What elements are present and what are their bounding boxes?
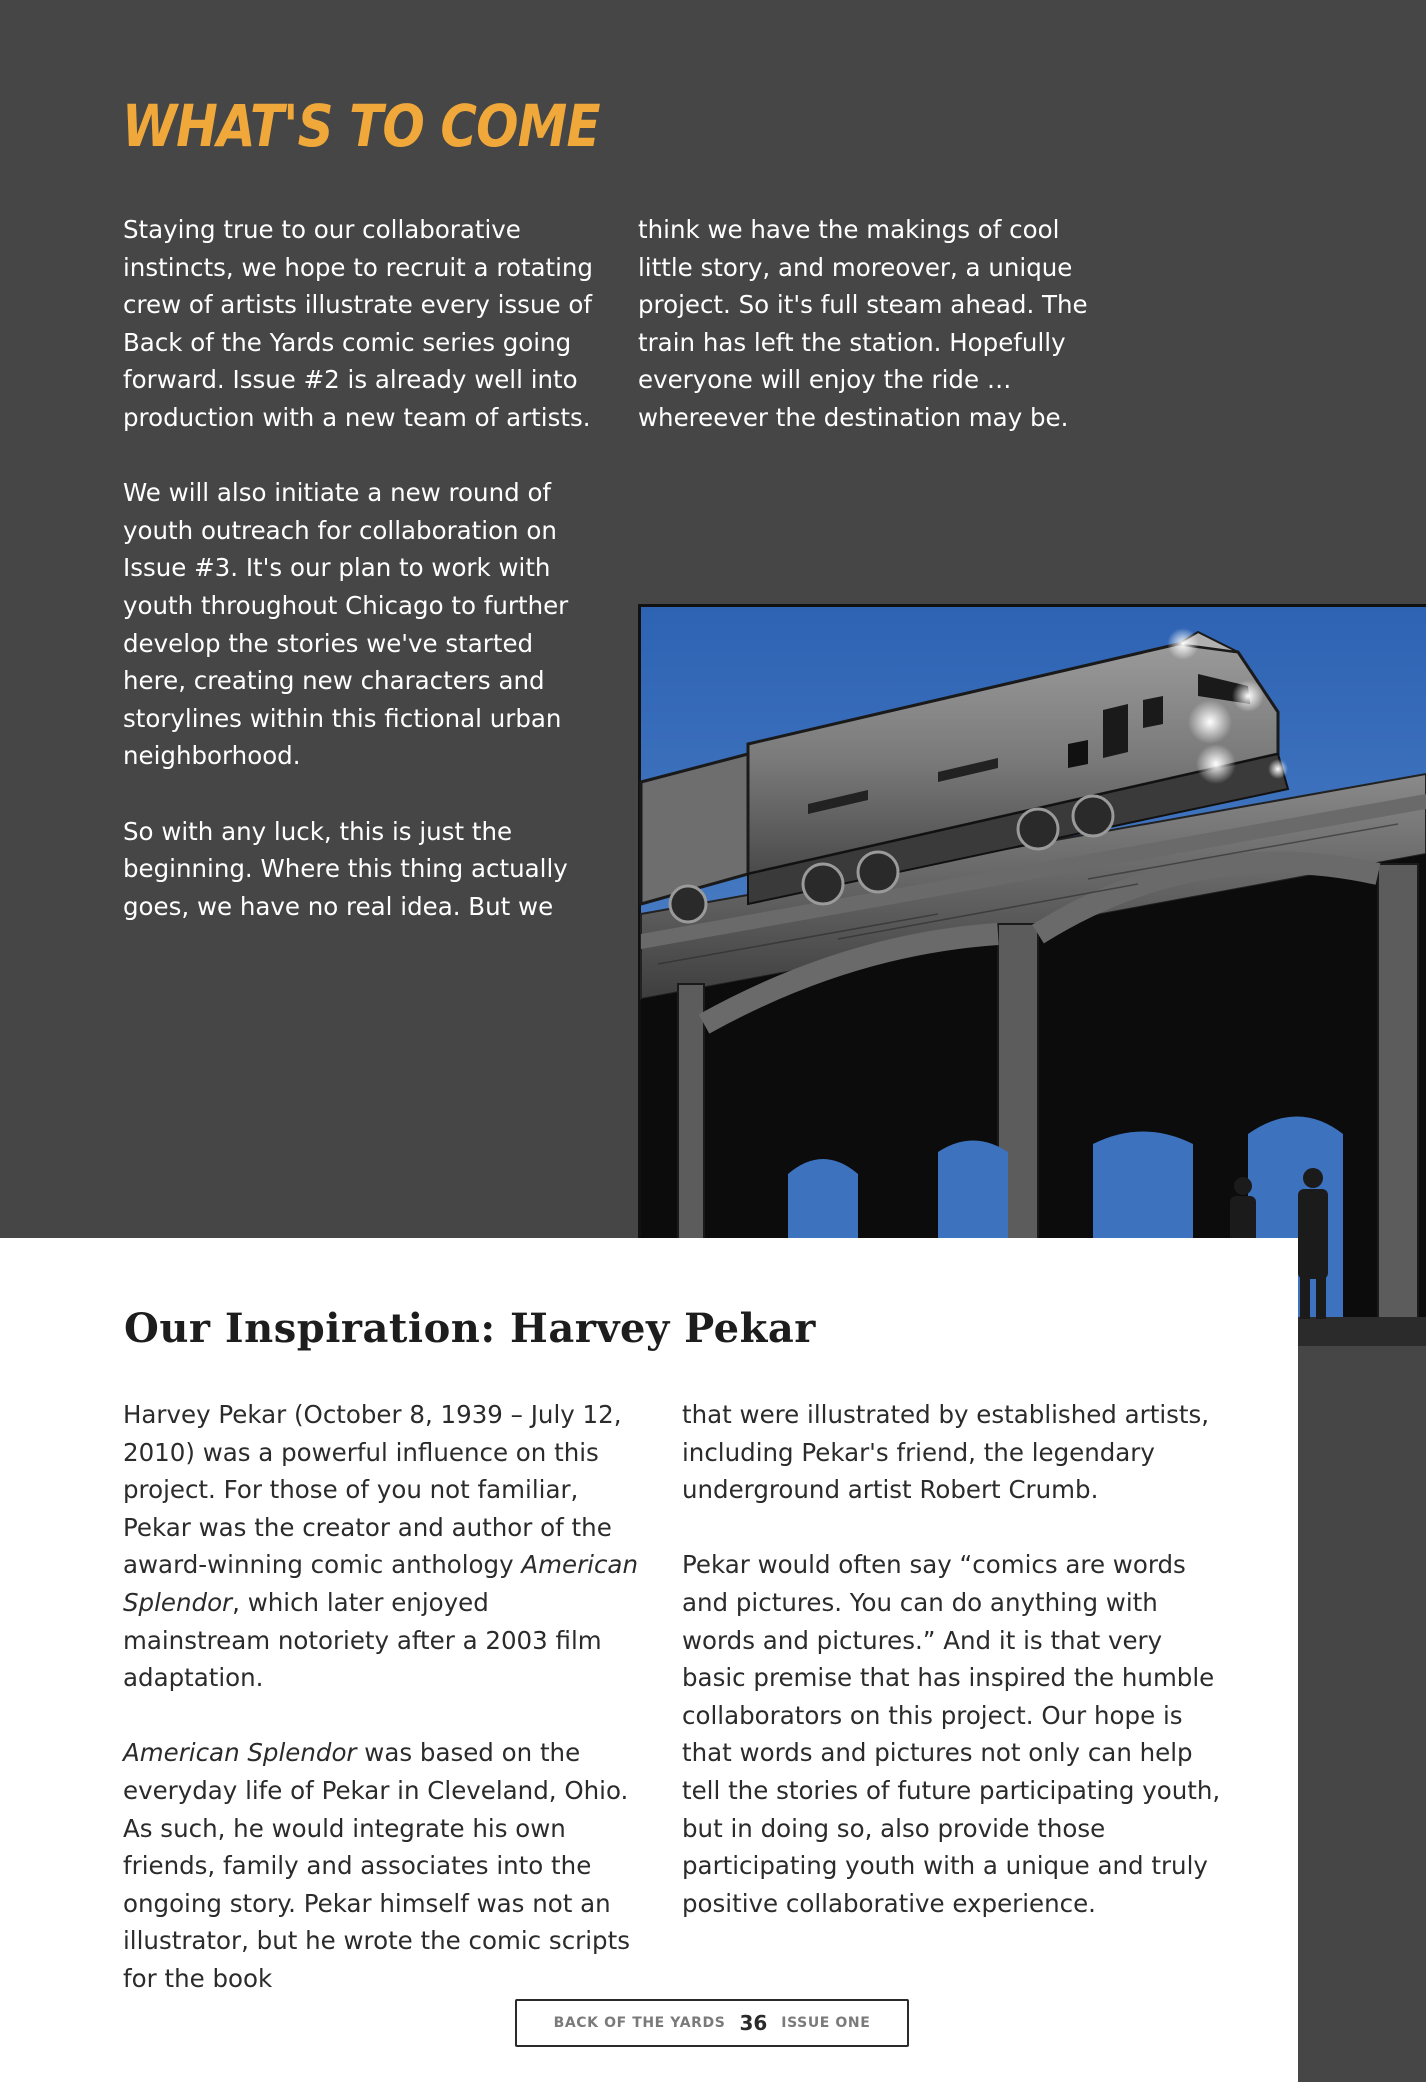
paragraph: So with any luck, this is just the beginning. Where this thing actually goes, we have no real idea. But we [123,816,568,921]
section-heading: Our Inspiration: Harvey Pekar [124,1305,816,1352]
page-footer [515,1999,909,2047]
issue-label: ISSUE ONE [781,2015,871,2031]
publication-name: BACK OF THE YARDS [553,2015,726,2031]
book-title: American Splendor [123,1550,638,1617]
section-heading: WHAT'S TO COME [122,92,600,160]
paragraph: Staying true to our collaborative instincts, we hope to recruit a rotating crew of artists illustrate every issue of Back of the Yards comic series going forward. Issue #2 is already well into production with a new team of artists. [123,215,593,432]
paragraph: We will also initiate a new round of youth outreach for collaboration on Issue #3. It's our plan to work with youth throughout Chicago to further develop the stories we've started here, creating new characters and storylines within this fictional urban neighborhood. [123,478,569,771]
paragraph: that were illustrated by established artists, including Pekar's friend, the legendary underground artist Robert Crumb. [682,1400,1210,1505]
text: Harvey Pekar (October 8, 1939 – July 12, 2010) was a powerful influence on this project. For those of you not familiar, Pekar was the creator and author of the award-winning comic anthology [123,1400,622,1580]
right-column-bottom [682,1396,1222,1960]
text: , which later enjoyed mainstream notoriety after a 2003 film adaptation. [123,1587,602,1693]
left-column-bottom [123,1396,643,2035]
train-illustration [638,604,1426,1346]
paragraph [123,1734,643,1997]
page-number: 36 [739,2011,768,2035]
paragraph: Pekar would often say “comics are words and pictures. You can do anything with words and pictures.” And it is that very basic premise that has inspired the humble collaborators on this project. Our hope is that words and pictures not only can help tell the stories of future participating youth, but in doing so, also provide those participating youth with a unique and truly positive collaborative experience. [682,1550,1221,1918]
paragraph: think we have the makings of cool little story, and moreover, a unique project. So it's full steam ahead. The train has left the station. Hopefully everyone will enjoy the ride … whereever the destination may be. [638,215,1088,432]
text: was based on the everyday life of Pekar in Cleveland, Ohio. As such, he would integrate his own friends, family and associates into the ongoing story. Pekar himself was not an illustrator, but he wrote the comic scripts for the book [123,1738,630,1993]
paragraph [123,1396,643,1697]
bottom-section [0,1238,1298,2082]
right-column-top [638,211,1118,474]
book-title: American Splendor [123,1738,357,1768]
left-column-top [123,211,593,963]
